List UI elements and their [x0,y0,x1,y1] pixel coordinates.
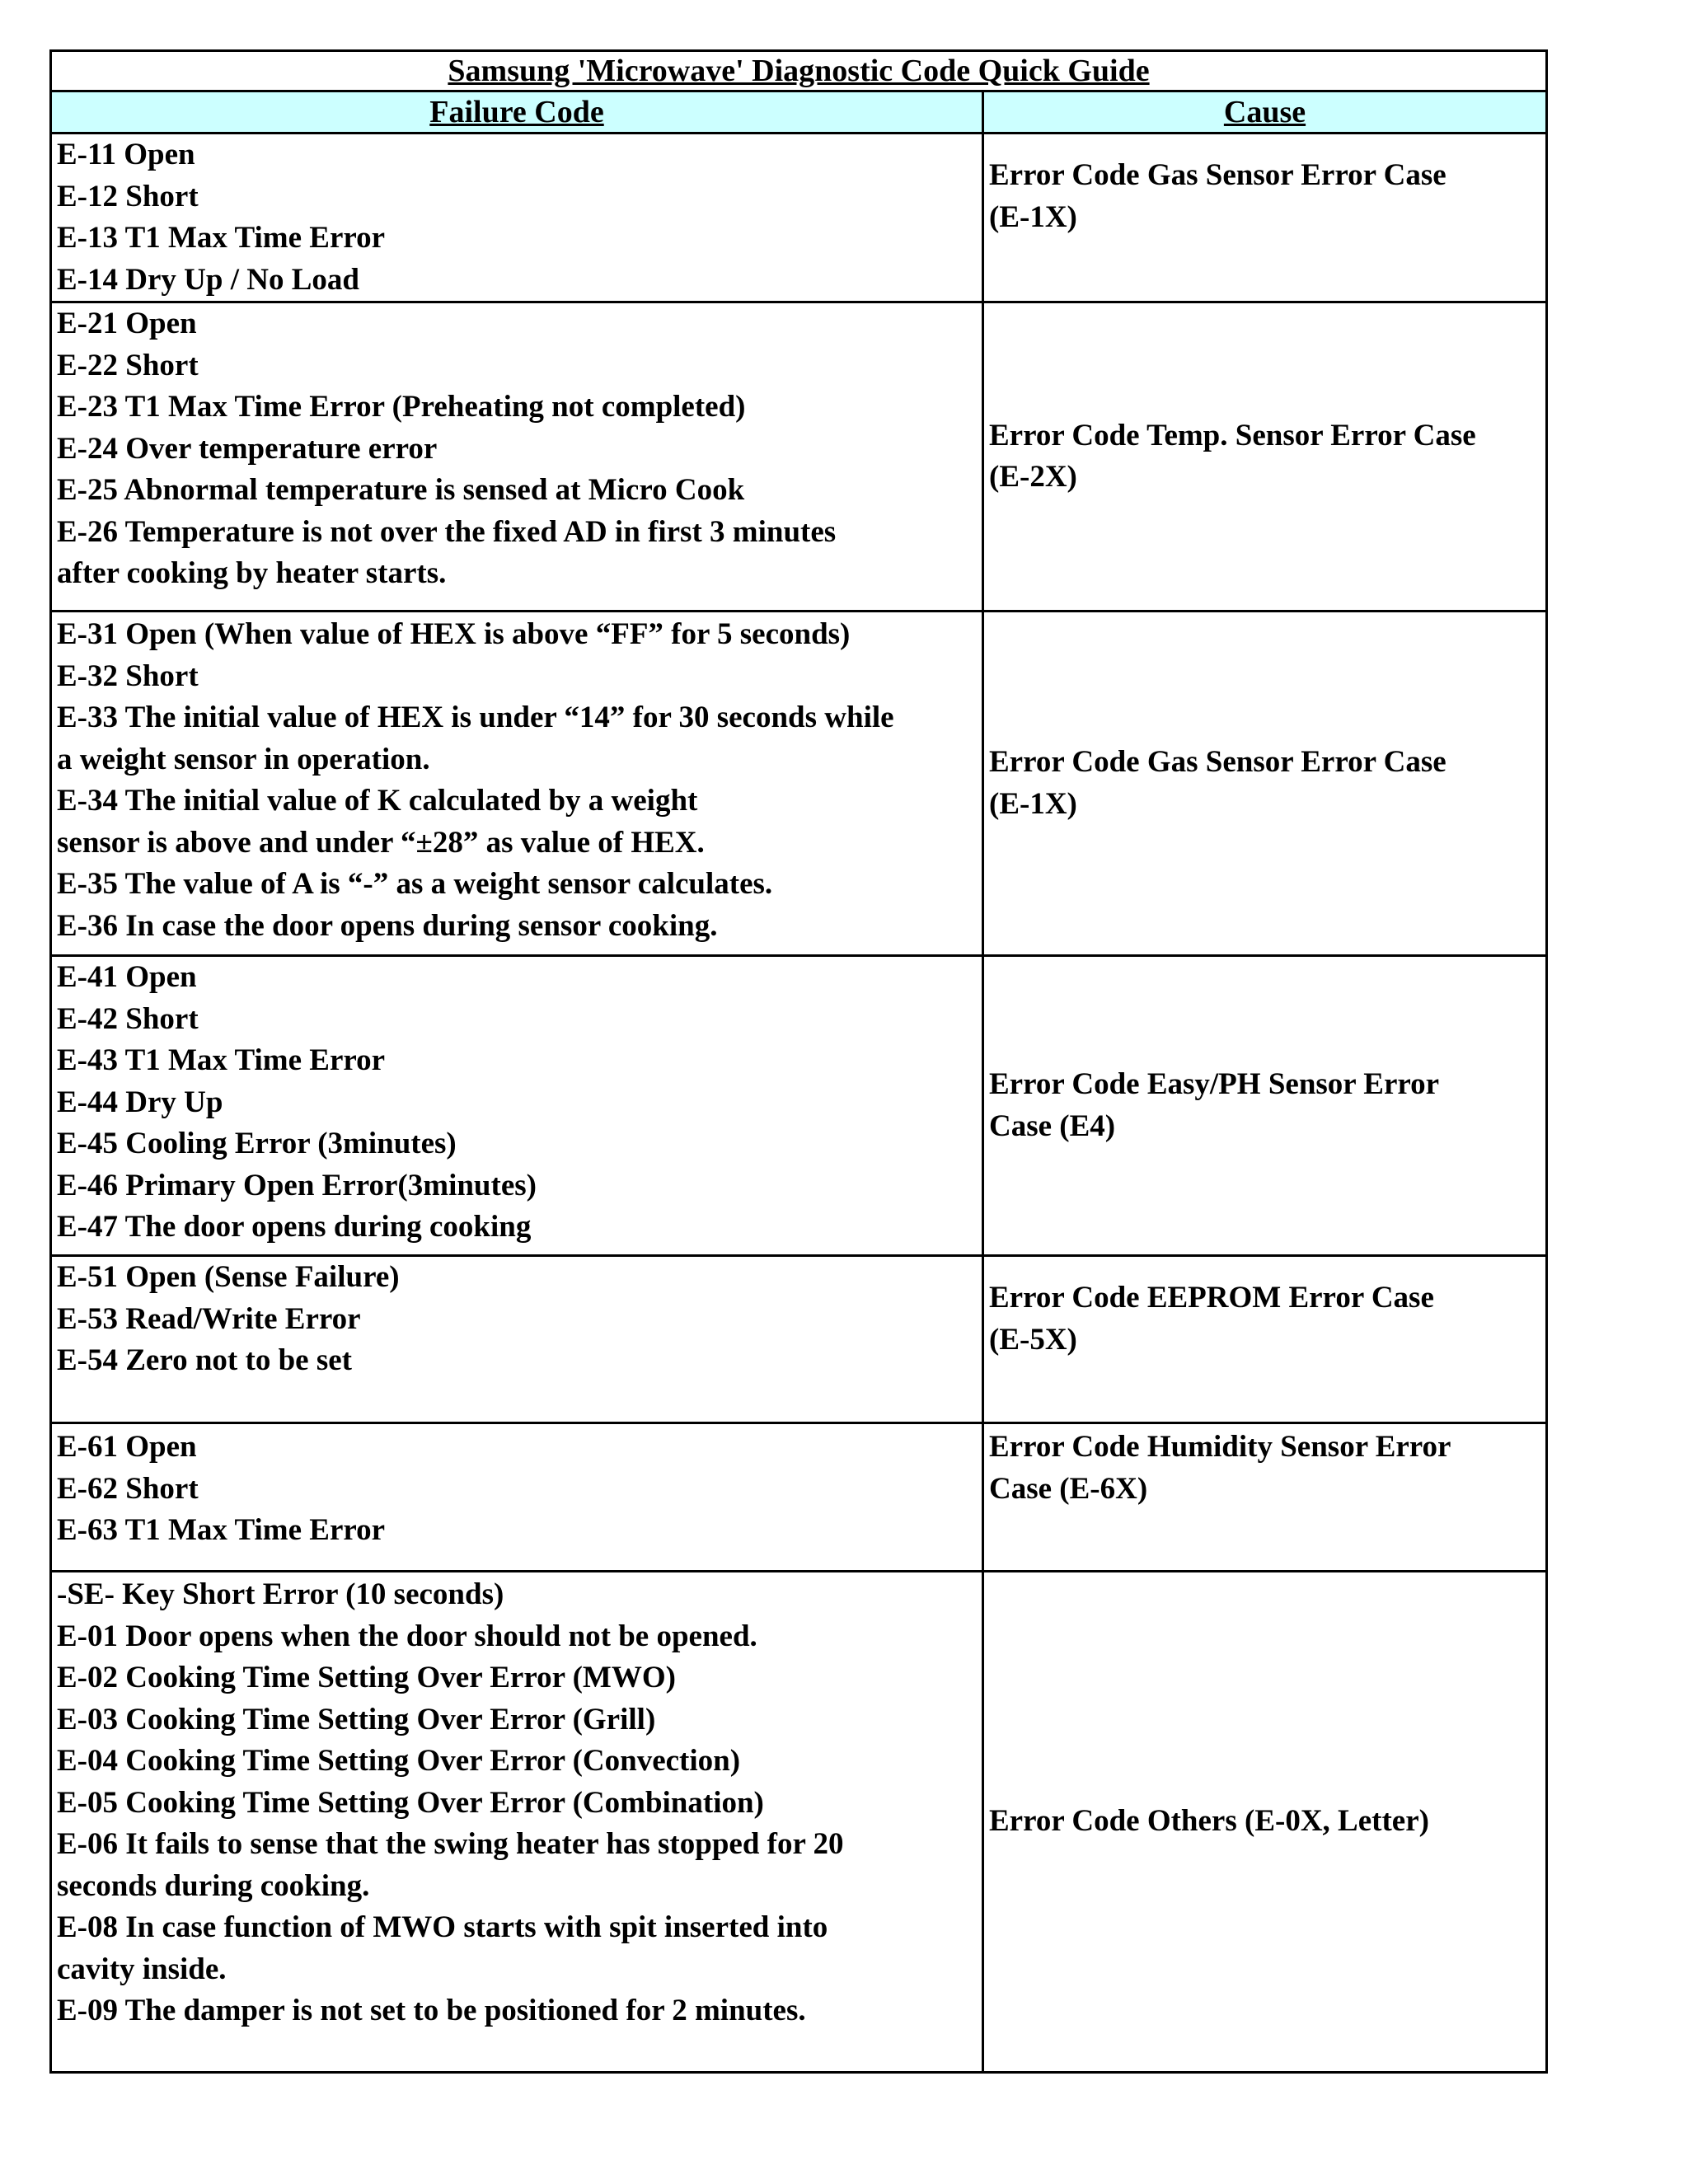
cause-text: Case (E4) [989,1108,1116,1143]
cause-text: (E-1X) [989,199,1077,234]
cause-cell [983,1572,1547,2073]
failure-code: E-24 Over temperature error [57,431,438,466]
table-row [51,612,1547,956]
failure-code: E-51 Open (Sense Failure) [57,1260,400,1294]
failure-code: E-05 Cooking Time Setting Over Error (Combination) [57,1785,764,1820]
failure-code: E-41 Open [57,960,197,994]
failure-codes-cell [51,1572,983,2073]
failure-code: E-12 Short [57,179,199,213]
failure-code: E-06 It fails to sense that the swing heater has stopped for 20 [57,1827,844,1861]
failure-code: E-23 T1 Max Time Error (Preheating not completed) [57,390,746,424]
diagnostic-code-table [49,49,1548,2074]
cause-text: Error Code Easy/PH Sensor Error [989,1067,1440,1101]
cause-text: Error Code Others (E-0X, Letter) [989,1804,1429,1839]
failure-codes-cell [51,302,983,612]
failure-codes-cell [51,612,983,956]
failure-code: E-61 Open [57,1430,197,1464]
failure-code: E-11 Open [57,138,195,171]
failure-codes-cell [51,134,983,302]
cause-cell [983,134,1547,302]
failure-code: E-63 T1 Max Time Error [57,1513,386,1547]
table-row [51,1572,1547,2073]
failure-code: after cooking by heater starts. [57,556,447,590]
failure-code: E-34 The initial value of K calculated by a weight [57,784,698,818]
table-row [51,134,1547,302]
failure-code: E-47 The door opens during cooking [57,1210,532,1244]
cause-cell [983,956,1547,1256]
table-row [51,302,1547,612]
failure-codes-cell [51,1423,983,1572]
cause-text: Error Code Temp. Sensor Error Case [989,418,1476,452]
failure-code: E-21 Open [57,307,197,340]
failure-code: E-04 Cooking Time Setting Over Error (Convection) [57,1744,741,1778]
failure-code: E-02 Cooking Time Setting Over Error (MWO) [57,1661,676,1694]
cause-text: Error Code Humidity Sensor Error [989,1430,1451,1464]
table-row [51,1423,1547,1572]
cause-cell [983,1256,1547,1423]
failure-code: E-44 Dry Up [57,1085,223,1119]
failure-codes-cell [51,1256,983,1423]
header-row [51,91,1547,134]
failure-code: E-33 The initial value of HEX is under “14” for 30 seconds while [57,701,894,734]
cause-text: Error Code Gas Sensor Error Case [989,158,1447,192]
failure-code: E-22 Short [57,348,199,382]
failure-code: E-32 Short [57,658,199,693]
cause-text: Case (E-6X) [989,1471,1148,1506]
failure-code: E-42 Short [57,1001,199,1036]
table-row [51,956,1547,1256]
failure-code: E-31 Open (When value of HEX is above “FF” for 5 seconds) [57,617,851,651]
failure-code: E-01 Door opens when the door should not be opened. [57,1619,757,1653]
failure-code: E-03 Cooking Time Setting Over Error (Grill) [57,1702,656,1736]
failure-code: seconds during cooking. [57,1868,370,1903]
failure-code: -SE- Key Short Error (10 seconds) [57,1577,504,1611]
failure-code: E-26 Temperature is not over the fixed AD in first 3 minutes [57,514,837,549]
failure-code: E-13 T1 Max Time Error [57,221,386,255]
failure-code: E-46 Primary Open Error(3minutes) [57,1168,537,1202]
failure-code: E-14 Dry Up / No Load [57,262,359,297]
failure-code: E-54 Zero not to be set [57,1343,352,1377]
failure-code: E-25 Abnormal temperature is sensed at Micro Cook [57,473,745,507]
failure-code: E-45 Cooling Error (3minutes) [57,1127,457,1160]
cause-text: (E-5X) [989,1322,1077,1357]
cause-text: Error Code EEPROM Error Case [989,1281,1434,1315]
cause-text: (E-1X) [989,786,1077,821]
failure-code: a weight sensor in operation. [57,742,430,776]
cause-cell [983,302,1547,612]
table-title: Samsung 'Microwave' Diagnostic Code Quick Guide [51,51,1547,91]
table-row [51,1256,1547,1423]
failure-code: E-35 The value of A is “-” as a weight sensor calculates. [57,867,773,901]
failure-code: E-08 In case function of MWO starts with spit inserted into [57,1910,828,1944]
failure-code: E-53 Read/Write Error [57,1301,361,1336]
failure-code: E-09 The damper is not set to be positioned for 2 minutes. [57,1994,806,2027]
failure-code: E-43 T1 Max Time Error [57,1043,386,1077]
failure-code: sensor is above and under “±28” as value of HEX. [57,825,705,860]
failure-code: E-62 Short [57,1471,199,1506]
cause-header: Cause [983,91,1547,134]
failure-codes-cell [51,956,983,1256]
cause-cell [983,612,1547,956]
failure-code-header: Failure Code [51,91,983,134]
title-row [51,51,1547,91]
cause-text: Error Code Gas Sensor Error Case [989,745,1447,779]
failure-code: E-36 In case the door opens during sensor cooking. [57,908,718,943]
failure-code: cavity inside. [57,1952,227,1986]
cause-text: (E-2X) [989,460,1077,494]
cause-cell [983,1423,1547,1572]
